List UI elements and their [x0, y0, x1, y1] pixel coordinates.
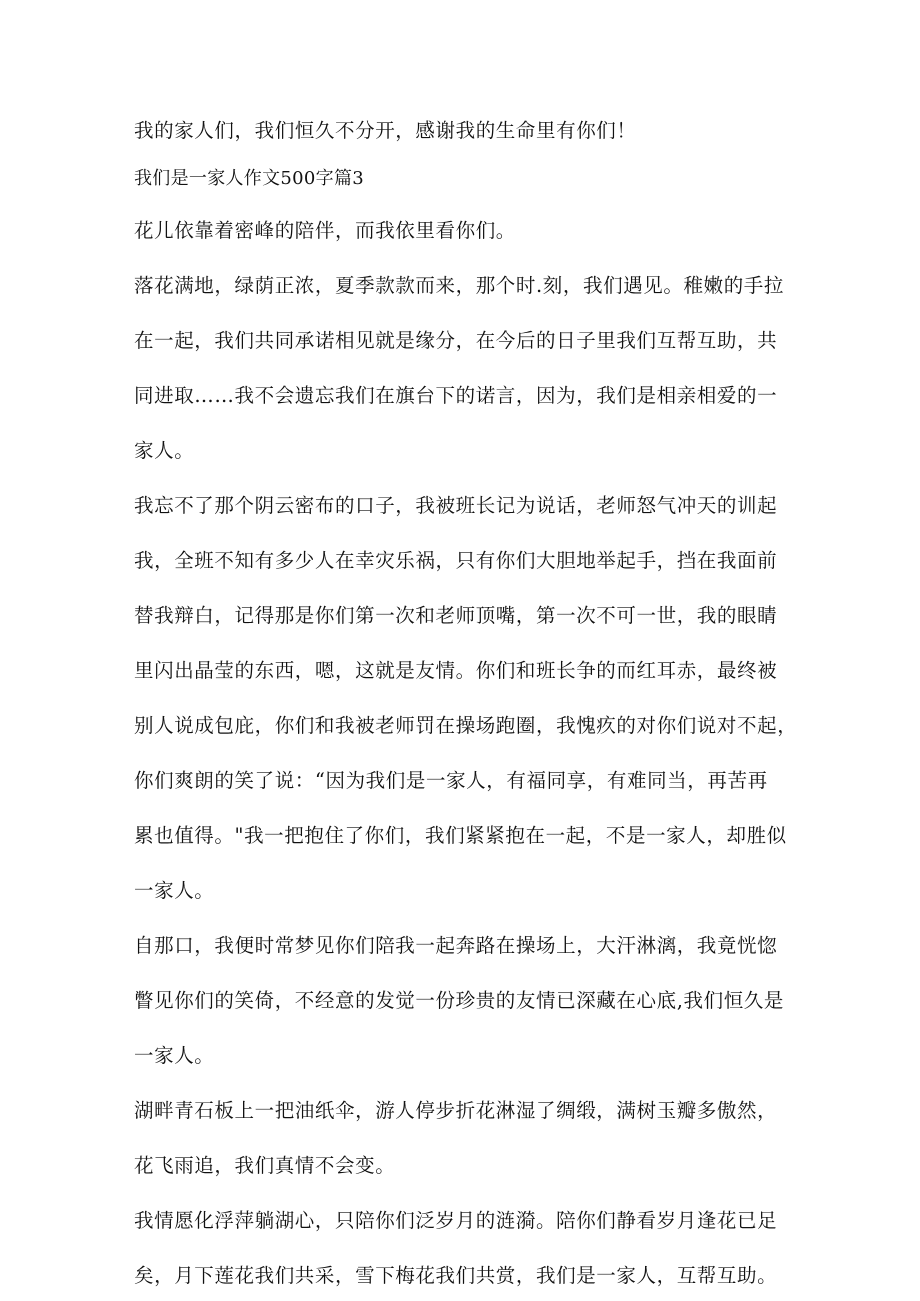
paragraph-line: 矣，月下莲花我们共采，雪下梅花我们共赏，我们是一家人，互帮互助。 — [134, 1264, 778, 1287]
paragraph-line: 别人说成包庇，你们和我被老师罚在操场跑圈，我愧疚的对你们说对不起， — [134, 714, 798, 737]
paragraph-line: 一家人。 — [134, 1044, 215, 1067]
closing-sentence: 我的家人们，我们恒久不分开，感谢我的生命里有你们！ — [134, 119, 637, 142]
paragraph-line: 落花满地，绿荫正浓，夏季款款而来，那个时.刻，我们遇见。稚嫩的手拉 — [134, 274, 784, 297]
paragraph-line: 我情愿化浮萍躺湖心，只陪你们泛岁月的涟漪。陪你们静看岁月逢花已足 — [134, 1209, 778, 1232]
paragraph-line: 家人。 — [134, 439, 195, 462]
paragraph-line: 湖畔青石板上一把油纸伞，游人停步折花淋湿了绸缎，满树玉瓣多傲然， — [134, 1099, 778, 1122]
paragraph-line: 同进取……我不会遗忘我们在旗台下的诺言，因为，我们是相亲相爱的一 — [134, 384, 778, 407]
essay-body — [134, 117, 798, 1290]
paragraph-line: 里闪出晶莹的东西，嗯，这就是友情。你们和班长争的而红耳赤，最终被 — [134, 659, 778, 682]
paragraph-line: 我忘不了那个阴云密布的口子，我被班长记为说话，老师怒气冲天的训起 — [134, 494, 778, 517]
paragraph-line: 我，全班不知有多少人在幸灾乐祸，只有你们大胆地举起手，挡在我面前 — [134, 549, 778, 572]
paragraph-line: 一家人。 — [134, 879, 215, 902]
paragraph-line: 替我辩白，记得那是你们第一次和老师顶嘴，第一次不可一世，我的眼睛 — [134, 604, 778, 627]
paragraph-line: 自那口，我便时常梦见你们陪我一起奔路在操场上，大汗淋漓，我竟恍惚 — [134, 934, 778, 957]
paragraph-line: 累也值得。"我一把抱住了你们，我们紧紧抱在一起，不是一家人，却胜似 — [134, 824, 787, 847]
section-heading: 我们是一家人作文500字篇3 — [134, 168, 365, 189]
paragraph-line: 花儿依靠着密峰的陪伴，而我依里看你们。 — [134, 219, 516, 242]
paragraph-line: 你们爽朗的笑了说：“因为我们是一家人，有福同享，有难同当，再苦再 — [134, 769, 768, 792]
paragraph-line: 在一起，我们共同承诺相见就是缘分，在今后的日子里我们互帮互助，共 — [134, 329, 778, 352]
paragraph-line: 瞥见你们的笑倚，不经意的发觉一份珍贵的友情已深藏在心底,我们恒久是 — [134, 989, 784, 1012]
paragraph-line: 花飞雨追，我们真情不会变。 — [134, 1154, 396, 1177]
